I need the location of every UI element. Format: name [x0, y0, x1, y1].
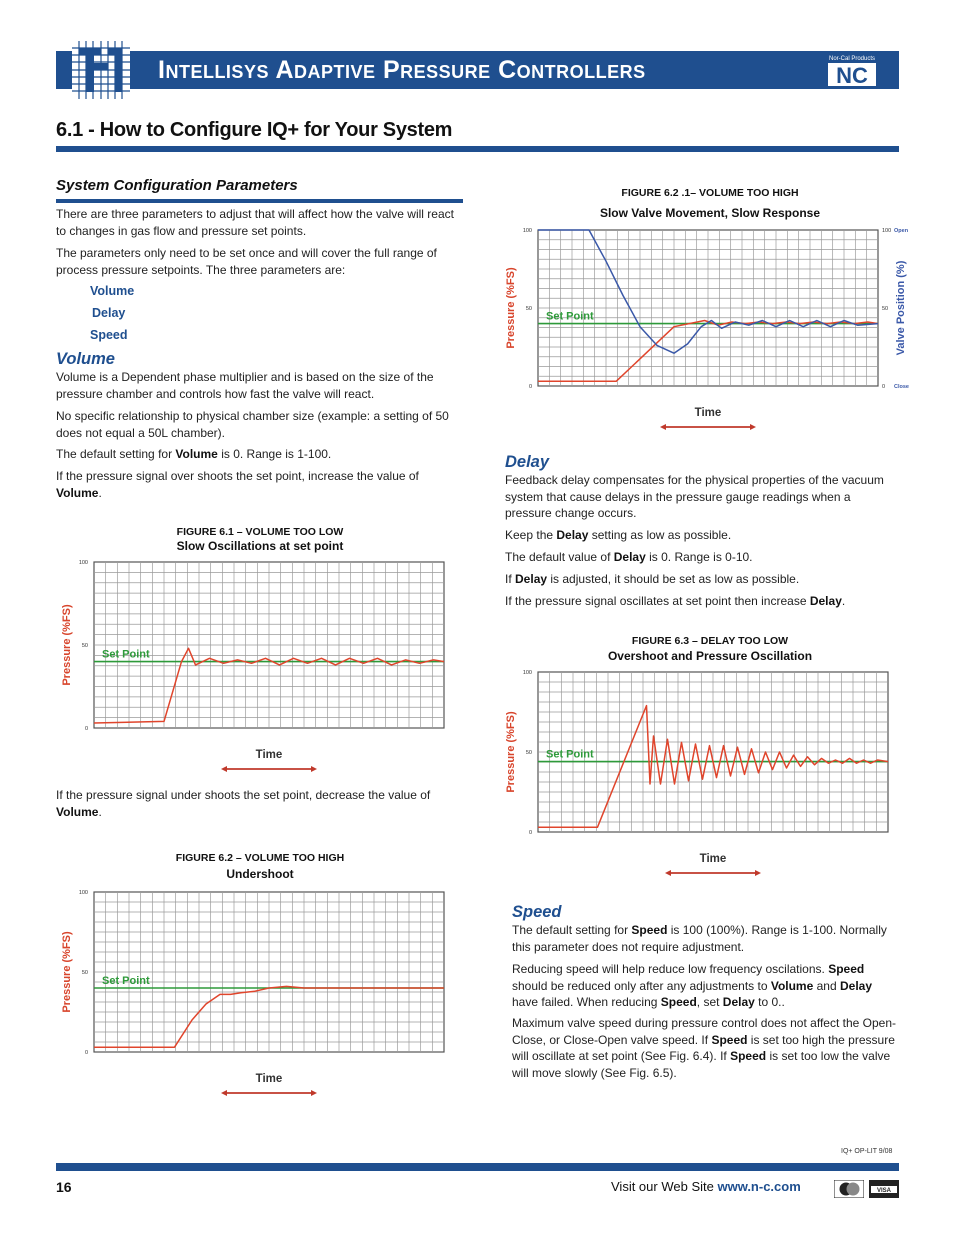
intro-paragraph-1: There are three parameters to adjust that will affect how the valve will react to changes in gas flow and pressure set points. [56, 207, 454, 238]
figure-6-2-1-chart [500, 220, 914, 438]
speed-paragraph-2: Reducing speed will help reduce low frequency oscilations. Speed should be reduced only after any adjustments to Volume and Delay have failed. When reducing Speed, set Delay to 0.. [512, 962, 873, 1009]
volume-paragraph-1: Volume is a Dependent phase multiplier and is based on the size of the pressure chamber and controls how fast the valve will react. [56, 370, 434, 401]
figure-6-3-title: Overshoot and Pressure Oscillation [607, 649, 813, 663]
y-axis-label: Pressure (%FS) [61, 604, 73, 686]
volume-paragraph-4: If the pressure signal over shoots the set point, increase the value of Volume. [56, 469, 419, 500]
right-tick-label: 100 [882, 228, 892, 234]
time-arrow-left-head [221, 766, 227, 772]
visit-label: Visit our Web Site [611, 1179, 718, 1194]
time-arrow-left-head [660, 424, 666, 430]
website-line [611, 1179, 801, 1194]
param-volume: Volume [90, 284, 135, 298]
y-tick-label: 0 [84, 726, 88, 732]
setpoint-label: Set Point [102, 975, 150, 987]
brand-small-text: Nor-Cal Products [828, 56, 876, 62]
x-axis-label: Time [699, 853, 727, 865]
setpoint-label: Set Point [102, 648, 150, 661]
y-tick-label: 50 [525, 750, 532, 756]
mastercard-icon [834, 1180, 864, 1198]
heading-volume: Volume [56, 350, 115, 368]
heading-delay: Delay [505, 453, 550, 471]
time-arrow-left-head [665, 870, 671, 876]
x-axis-label: Time [255, 1073, 283, 1085]
figure-6-3-caption: FIGURE 6.3 – DELAY TOO LOW [631, 635, 789, 647]
x-axis-label: Time [255, 749, 283, 761]
y-tick-label: 50 [525, 306, 532, 312]
delay-paragraph-3: The default value of Delay is 0. Range is 0-10. [505, 550, 753, 564]
figure-6-2-chart [56, 882, 456, 1104]
figure-6-2-caption: FIGURE 6.2 – VOLUME TOO HIGH [175, 852, 345, 864]
x-axis-label: Time [694, 407, 722, 419]
volume-paragraph-2: No specific relationship to physical chamber size (example: a setting of 50 does not equal a 50L chamber). [56, 409, 449, 440]
subheading-rule [56, 199, 463, 203]
figure-6-2-1-title: Slow Valve Movement, Slow Response [599, 206, 821, 220]
y-axis-label: Pressure (%FS) [505, 711, 517, 793]
delay-paragraph-1: Feedback delay compensates for the physical properties of the vacuum system that cause delays in the pressure gauge readings when a pressure change occurs. [505, 473, 884, 520]
figure-6-1-title: Slow Oscillations at set point [176, 539, 344, 553]
volume-paragraph-3: The default setting for Volume is 0. Range is 1-100. [56, 447, 332, 461]
section-title: 6.1 - How to Configure IQ+ for Your System [56, 119, 453, 141]
section-rule [56, 146, 899, 152]
speed-paragraph-3: Maximum valve speed during pressure control does not affect the Open-Close, or Close-Open valve speed. If Speed is set too high the pressure will oscillate at set point (See Fig. 6.4). If Speed is set too low the valve will move slowly (See Fig. 6.5). [512, 1016, 896, 1080]
visa-card-label: VISA [876, 1188, 892, 1194]
brand-mark-text: NC [836, 63, 868, 87]
y-tick-label: 0 [528, 384, 532, 390]
time-arrow-right-head [311, 1090, 317, 1096]
y-tick-label: 50 [81, 643, 88, 649]
figure-6-2-title: Undershoot [226, 867, 294, 881]
figure-6-2-1-caption: FIGURE 6.2 .1– VOLUME TOO HIGH [621, 187, 799, 199]
figure-6-1-chart [56, 552, 456, 780]
y-tick-label: 100 [78, 890, 88, 896]
document-code: IQ+ OP-LIT 9/08 [841, 1148, 893, 1155]
time-arrow-left-head [221, 1090, 227, 1096]
param-speed: Speed [90, 328, 128, 342]
y-tick-label: 100 [78, 560, 88, 566]
y-tick-label: 0 [528, 830, 532, 836]
right-open-label: Open [894, 228, 909, 234]
right-tick-label: 50 [882, 306, 889, 312]
heading-speed: Speed [512, 903, 562, 921]
figure-6-3-chart [500, 662, 900, 884]
setpoint-label: Set Point [546, 310, 594, 323]
right-close-label: Close [894, 384, 909, 390]
right-axis-label: Valve Position (%) [895, 260, 907, 356]
y-tick-label: 100 [522, 670, 532, 676]
delay-paragraph-2: Keep the Delay setting as low as possible. [505, 528, 732, 542]
delay-paragraph-5: If the pressure signal oscillates at set point then increase Delay. [505, 594, 846, 608]
footer-rule [56, 1163, 899, 1171]
time-arrow-right-head [755, 870, 761, 876]
y-tick-label: 100 [522, 228, 532, 234]
page-header-title: Intellisys Adaptive Pressure Controllers [158, 56, 646, 84]
delay-paragraph-4: If Delay is adjusted, it should be set as low as possible. [505, 572, 800, 586]
intro-paragraph-2: The parameters only need to be set once and will cover the full range of process pressure setpoints. The three parameters are: [56, 246, 437, 277]
undershoot-paragraph: If the pressure signal under shoots the set point, decrease the value of Volume. [56, 788, 431, 819]
y-axis-label: Pressure (%FS) [61, 931, 73, 1013]
param-delay: Delay [92, 306, 126, 320]
speed-paragraph-1: The default setting for Speed is 100 (100%). Range is 1-100. Normally this parameter does not require adjustment. [512, 923, 887, 954]
setpoint-label: Set Point [546, 748, 594, 761]
company-grid-logo-icon [72, 41, 130, 99]
time-arrow-right-head [311, 766, 317, 772]
figure-6-1-caption: FIGURE 6.1 – VOLUME TOO LOW [176, 526, 344, 538]
right-tick-label: 0 [882, 384, 886, 390]
nor-cal-logo-icon [826, 53, 878, 87]
visa-card-icon [869, 1180, 899, 1198]
page-number: 16 [56, 1179, 72, 1195]
y-axis-label: Pressure (%FS) [505, 267, 517, 349]
y-tick-label: 0 [84, 1050, 88, 1056]
website-link[interactable]: www.n-c.com [717, 1179, 801, 1194]
subheading-system-config: System Configuration Parameters [56, 177, 298, 194]
y-tick-label: 50 [81, 970, 88, 976]
time-arrow-right-head [750, 424, 756, 430]
